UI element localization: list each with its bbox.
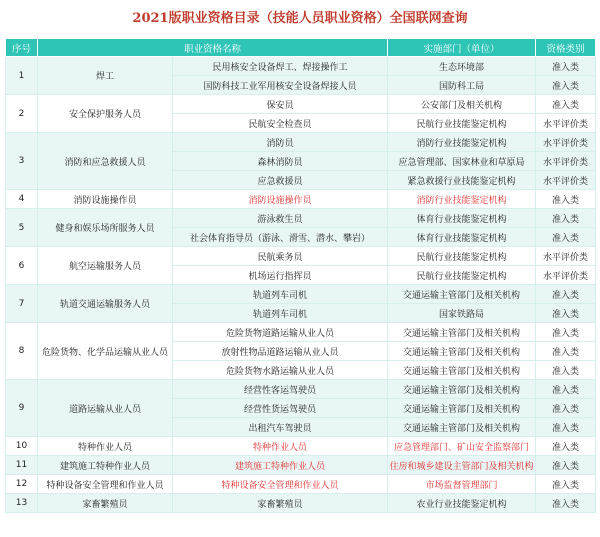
sub-qualification: 危险货物道路运输从业人员 bbox=[173, 323, 388, 342]
row-number: 9 bbox=[6, 380, 38, 437]
qualification-table bbox=[5, 38, 596, 513]
row-number: 8 bbox=[6, 323, 38, 380]
qualification-type: 准入类 bbox=[536, 95, 596, 114]
sub-qualification: 特种作业人员 bbox=[173, 437, 388, 456]
row-number: 7 bbox=[6, 285, 38, 323]
qualification-name: 消防设施操作员 bbox=[38, 190, 173, 209]
department: 体育行业技能鉴定机构 bbox=[388, 209, 536, 228]
sub-qualification: 出租汽车驾驶员 bbox=[173, 418, 388, 437]
sub-qualification: 保安员 bbox=[173, 95, 388, 114]
sub-qualification: 轨道列车司机 bbox=[173, 285, 388, 304]
row-number: 2 bbox=[6, 95, 38, 133]
qualification-name: 健身和娱乐场所服务人员 bbox=[38, 209, 173, 247]
department: 农业行业技能鉴定机构 bbox=[388, 494, 536, 513]
qualification-type: 水平评价类 bbox=[536, 152, 596, 171]
qualification-name: 建筑施工特种作业人员 bbox=[38, 456, 173, 475]
sub-qualification: 民航安全检查员 bbox=[173, 114, 388, 133]
row-number: 12 bbox=[6, 475, 38, 494]
qualification-name: 特种设备安全管理和作业人员 bbox=[38, 475, 173, 494]
qualification-type: 水平评价类 bbox=[536, 171, 596, 190]
qualification-name: 家畜繁殖员 bbox=[38, 494, 173, 513]
table-row bbox=[6, 437, 596, 456]
qualification-type: 准入类 bbox=[536, 304, 596, 323]
sub-qualification: 家畜繁殖员 bbox=[173, 494, 388, 513]
sub-qualification: 放射性物品道路运输从业人员 bbox=[173, 342, 388, 361]
sub-qualification: 社会体育指导员（游泳、滑雪、潜水、攀岩） bbox=[173, 228, 388, 247]
qualification-type: 准入类 bbox=[536, 418, 596, 437]
header-no: 序号 bbox=[6, 39, 38, 57]
sub-qualification: 经营性货运驾驶员 bbox=[173, 399, 388, 418]
department: 消防行业技能鉴定机构 bbox=[388, 133, 536, 152]
department: 交通运输主管部门及相关机构 bbox=[388, 323, 536, 342]
row-number: 6 bbox=[6, 247, 38, 285]
department: 公安部门及相关机构 bbox=[388, 95, 536, 114]
sub-qualification: 建筑施工特种作业人员 bbox=[173, 456, 388, 475]
qualification-name: 航空运输服务人员 bbox=[38, 247, 173, 285]
sub-qualification: 民航乘务员 bbox=[173, 247, 388, 266]
department: 生态环境部 bbox=[388, 57, 536, 76]
qualification-type: 准入类 bbox=[536, 437, 596, 456]
sub-qualification: 国防科技工业军用核安全设备焊接人员 bbox=[173, 76, 388, 95]
table-row bbox=[6, 247, 596, 266]
row-number: 5 bbox=[6, 209, 38, 247]
department: 市场监督管理部门 bbox=[388, 475, 536, 494]
sub-qualification: 应急救援员 bbox=[173, 171, 388, 190]
qualification-name: 安全保护服务人员 bbox=[38, 95, 173, 133]
department: 民航行业技能鉴定机构 bbox=[388, 247, 536, 266]
table-row bbox=[6, 133, 596, 152]
department: 应急管理部、国家林业和草原局 bbox=[388, 152, 536, 171]
department: 交通运输主管部门及相关机构 bbox=[388, 418, 536, 437]
row-number: 1 bbox=[6, 57, 38, 95]
department: 民航行业技能鉴定机构 bbox=[388, 266, 536, 285]
department: 国家铁路局 bbox=[388, 304, 536, 323]
qualification-type: 准入类 bbox=[536, 209, 596, 228]
department: 民航行业技能鉴定机构 bbox=[388, 114, 536, 133]
qualification-name: 特种作业人员 bbox=[38, 437, 173, 456]
qualification-type: 准入类 bbox=[536, 76, 596, 95]
qualification-type: 准入类 bbox=[536, 323, 596, 342]
qualification-type: 水平评价类 bbox=[536, 133, 596, 152]
sub-qualification: 消防员 bbox=[173, 133, 388, 152]
qualification-type: 准入类 bbox=[536, 285, 596, 304]
qualification-name: 轨道交通运输服务人员 bbox=[38, 285, 173, 323]
table-row bbox=[6, 190, 596, 209]
department: 应急管理部门、矿山安全监察部门 bbox=[388, 437, 536, 456]
qualification-name: 危险货物、化学品运输从业人员 bbox=[38, 323, 173, 380]
qualification-type: 准入类 bbox=[536, 456, 596, 475]
qualification-name: 焊工 bbox=[38, 57, 173, 95]
table-row bbox=[6, 209, 596, 228]
header-name: 职业资格名称 bbox=[38, 39, 388, 57]
row-number: 4 bbox=[6, 190, 38, 209]
row-number: 3 bbox=[6, 133, 38, 190]
department: 交通运输主管部门及相关机构 bbox=[388, 399, 536, 418]
department: 交通运输主管部门及相关机构 bbox=[388, 380, 536, 399]
qualification-type: 准入类 bbox=[536, 228, 596, 247]
sub-qualification: 游泳救生员 bbox=[173, 209, 388, 228]
department: 交通运输主管部门及相关机构 bbox=[388, 342, 536, 361]
table-title: 2021版职业资格目录（技能人员职业资格）全国联网查询 bbox=[132, 11, 468, 26]
sub-qualification: 特种设备安全管理和作业人员 bbox=[173, 475, 388, 494]
table-row bbox=[6, 323, 596, 342]
sub-qualification: 危险货物水路运输从业人员 bbox=[173, 361, 388, 380]
header-type: 资格类别 bbox=[536, 39, 596, 57]
department: 紧急救援行业技能鉴定机构 bbox=[388, 171, 536, 190]
qualification-type: 水平评价类 bbox=[536, 266, 596, 285]
sub-qualification: 机场运行指挥员 bbox=[173, 266, 388, 285]
sub-qualification: 经营性客运驾驶员 bbox=[173, 380, 388, 399]
sub-qualification: 轨道列车司机 bbox=[173, 304, 388, 323]
department: 国防科工局 bbox=[388, 76, 536, 95]
row-number: 11 bbox=[6, 456, 38, 475]
qualification-type: 准入类 bbox=[536, 494, 596, 513]
qualification-type: 准入类 bbox=[536, 380, 596, 399]
table-row bbox=[6, 57, 596, 76]
row-number: 10 bbox=[6, 437, 38, 456]
department: 消防行业技能鉴定机构 bbox=[388, 190, 536, 209]
table-row bbox=[6, 456, 596, 475]
qualification-type: 准入类 bbox=[536, 190, 596, 209]
header-dept: 实施部门（单位） bbox=[388, 39, 536, 57]
department: 交通运输主管部门及相关机构 bbox=[388, 361, 536, 380]
qualification-type: 准入类 bbox=[536, 361, 596, 380]
qualification-type: 水平评价类 bbox=[536, 247, 596, 266]
qualification-type: 准入类 bbox=[536, 57, 596, 76]
header-row bbox=[6, 39, 596, 57]
sub-qualification: 民用核安全设备焊工、焊接操作工 bbox=[173, 57, 388, 76]
sub-qualification: 消防设施操作员 bbox=[173, 190, 388, 209]
qualification-type: 水平评价类 bbox=[536, 114, 596, 133]
department: 体育行业技能鉴定机构 bbox=[388, 228, 536, 247]
row-number: 13 bbox=[6, 494, 38, 513]
table-row bbox=[6, 380, 596, 399]
qualification-type: 准入类 bbox=[536, 342, 596, 361]
qualification-name: 道路运输从业人员 bbox=[38, 380, 173, 437]
qualification-type: 准入类 bbox=[536, 399, 596, 418]
qualification-type: 准入类 bbox=[536, 475, 596, 494]
department: 交通运输主管部门及相关机构 bbox=[388, 285, 536, 304]
department: 住房和城乡建设主管部门及相关机构 bbox=[388, 456, 536, 475]
table-row bbox=[6, 285, 596, 304]
qualification-name: 消防和应急救援人员 bbox=[38, 133, 173, 190]
table-row bbox=[6, 95, 596, 114]
table-row bbox=[6, 494, 596, 513]
table-body bbox=[6, 57, 596, 513]
sub-qualification: 森林消防员 bbox=[173, 152, 388, 171]
table-row bbox=[6, 475, 596, 494]
